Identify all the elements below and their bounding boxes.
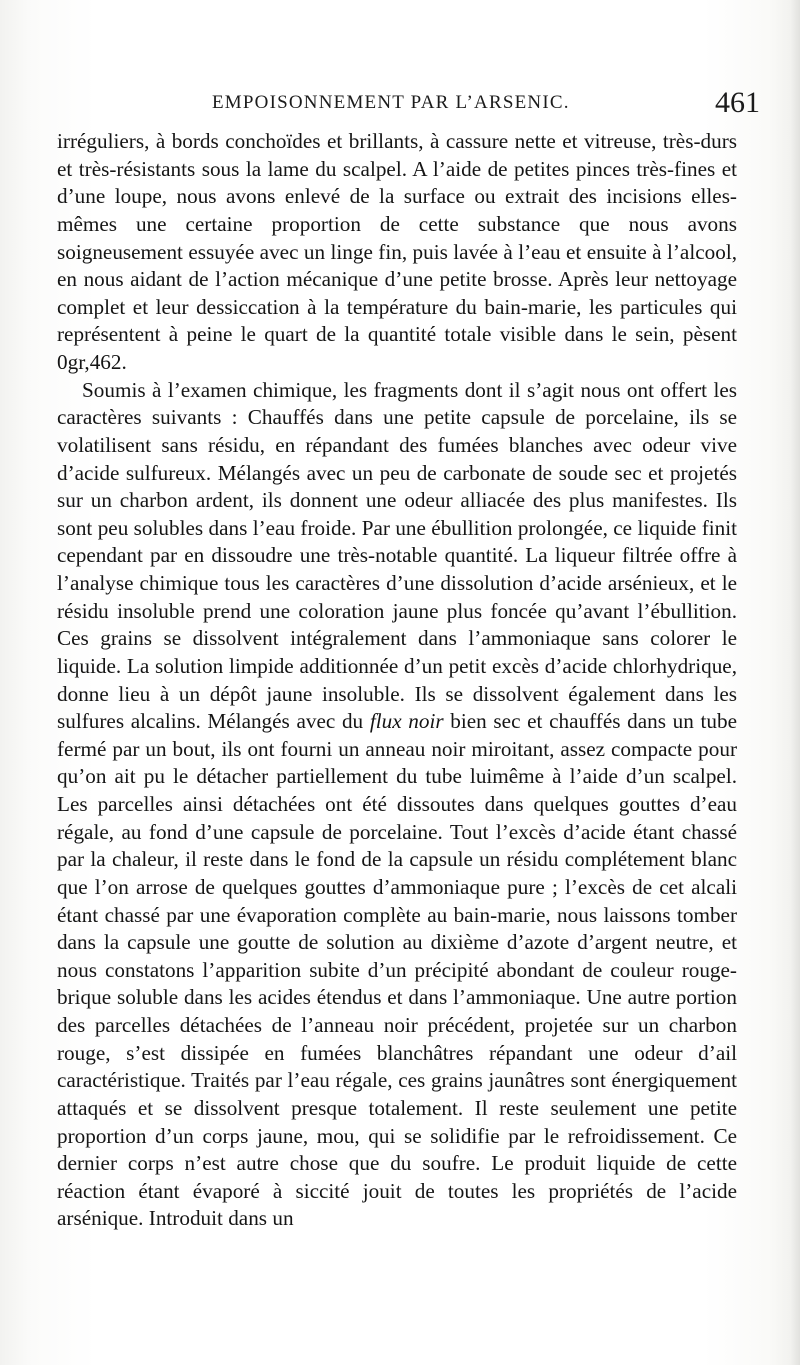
paragraph-2-text-a: Soumis à l’examen chimique, les fragments dont il s’agit nous ont offert les caractères suivants : Chauffés dans une petite capsule de porcelaine, ils se volatilisent sans résidu, en répandant des fumées blanches avec odeur vive d’acide sulfureux. Mélangés avec un peu de carbonate de soude sec et projetés sur un charbon ardent, ils donnent une odeur alliacée des plus manifestes. Ils sont peu solubles dans l’eau froide. Par une ébullition prolongée, ce liquide finit cependant par en dissoudre une très-notable quantité. La liqueur filtrée offre à l’analyse chimique tous les caractères d’une dissolution d’acide arsénieux, et le résidu insoluble prend une coloration jaune plus foncée qu’avant l’ébullition. Ces grains se dissolvent intégralement dans l’ammoniaque sans colorer le liquide. La solution limpide additionnée d’un petit excès d’acide chlorhydrique, donne lieu à un dépôt jaune insoluble. Ils se dissolvent également dans les sulfures alcalins. Mélangés avec du (57, 377, 737, 734)
running-head (56, 86, 760, 126)
body-text (57, 128, 737, 1233)
page-edge-shadow (790, 0, 800, 1365)
page-header-title: EMPOISONNEMENT PAR L’ARSENIC. (212, 92, 570, 113)
paragraph-2 (57, 377, 737, 1233)
italic-term-flux-noir: flux noir (369, 709, 444, 734)
paragraph-1 (57, 128, 737, 377)
page-number: 461 (715, 86, 760, 119)
paragraph-2-text-b: bien sec et chauffés dans un tube fermé par un bout, ils ont fourni un anneau noir miroitant, assez compacte pour qu’on ait pu le détacher partiellement du tube luimême à l’aide d’un scalpel. Les parcelles ainsi détachées ont été dissoutes dans quelques gouttes d’eau régale, au fond d’une capsule de porcelaine. Tout l’excès d’acide étant chassé par la chaleur, il reste dans le fond de la capsule un résidu complétement blanc que l’on arrose de quelques gouttes d’ammoniaque pure ; l’excès de cet alcali étant chassé par une évaporation complète au bain-marie, nous laissons tomber dans la capsule une goutte de solution au dixième d’azote d’argent neutre, et nous constatons l’apparition subite d’un précipité abondant de couleur rouge-brique soluble dans les acides étendus et dans l’ammoniaque. Une autre portion des parcelles détachées de l’anneau noir précédent, projetée sur un charbon rouge, s’est dissipée en fumées blanchâtres répandant une odeur d’ail caractéristique. Traités par l’eau régale, ces grains jaunâtres sont énergiquement attaqués et se dissolvent presque totalement. Il reste seulement une petite proportion d’un corps jaune, mou, qui se solidifie par le refroidissement. Ce dernier corps n’est autre chose que du soufre. Le produit liquide de cette réaction étant évaporé à siccité jouit de toutes les propriétés de l’acide arsénique. Introduit dans un (57, 709, 738, 1231)
paragraph-1-text: irréguliers, à bords conchoïdes et brillants, à cassure nette et vitreuse, très-durs et très-résistants sous la lame du scalpel. A l’aide de petites pinces très-fines et d’une loupe, nous avons enlevé de la surface ou extrait des incisions elles-mêmes une certaine proportion de cette substance que nous avons soigneusement essuyée avec un linge fin, puis lavée à l’eau et ensuite à l’alcool, en nous aidant de l’action mécanique d’une petite brosse. Après leur nettoyage complet et leur dessiccation à la température du bain-marie, les particules qui représentent à peine le quart de la quantité totale visible dans le sein, pèsent 0gr,462. (57, 129, 737, 374)
